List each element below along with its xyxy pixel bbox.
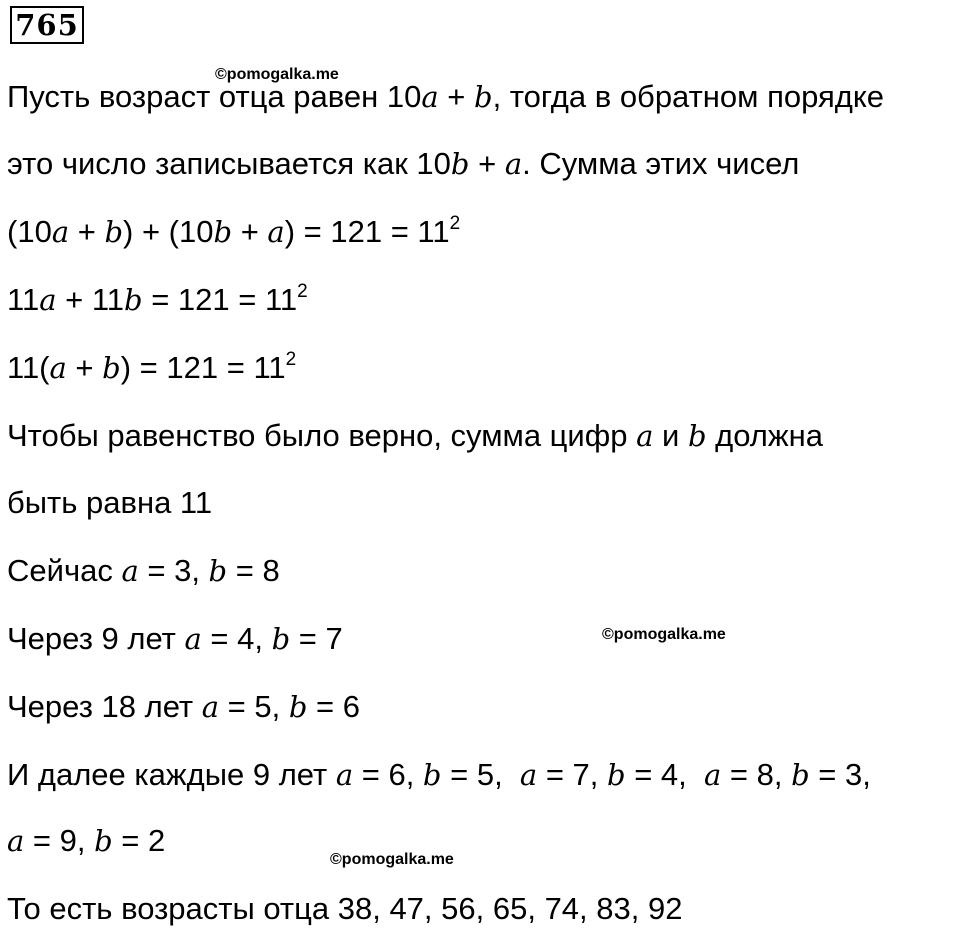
text: Через 9 лет (7, 621, 185, 656)
variable-a: a (39, 283, 57, 317)
variable-a: a (184, 622, 202, 656)
text: = 7, (537, 757, 608, 792)
variable-a: a (121, 554, 139, 588)
variable-b: b (607, 758, 626, 792)
watermark-top: ©pomogalka.me (215, 66, 339, 83)
variable-b: b (104, 215, 124, 249)
text: это число записывается как 10 (7, 146, 451, 181)
variable-b: b (422, 758, 442, 792)
text: = 6 (307, 689, 360, 724)
variable-b: b (271, 622, 291, 656)
variable-b: b (450, 147, 470, 181)
variable-b: b (213, 215, 233, 249)
variable-a: a (267, 215, 285, 249)
variable-a: a (519, 758, 538, 792)
text: = 9, (24, 823, 95, 858)
exponent: 2 (449, 213, 461, 234)
solution-line-10 (7, 687, 360, 727)
text: = 3, (138, 553, 209, 588)
solution-line-7 (7, 483, 212, 523)
solution-line-3 (7, 212, 460, 252)
text: = 6, (353, 757, 423, 792)
variable-b: b (687, 419, 707, 453)
solution-line-8 (7, 551, 280, 591)
text: (10 (7, 214, 52, 249)
variable-b: b (94, 824, 113, 858)
variable-b: b (124, 283, 143, 317)
solution-line-13 (7, 889, 682, 929)
variable-b: b (473, 80, 493, 114)
text: Пусть возраст отца равен 10 (7, 79, 422, 114)
text: + (232, 214, 268, 249)
variable-a: a (704, 758, 722, 792)
text: и (653, 418, 688, 453)
text: = 8, (721, 757, 792, 792)
watermark-bottom: ©pomogalka.me (330, 851, 454, 868)
solution-line-4 (7, 280, 308, 320)
variable-a: a (504, 147, 523, 181)
text: быть равна 11 (7, 485, 213, 520)
solution-line-5 (7, 348, 296, 388)
text: = 5, (219, 689, 289, 724)
text: Сейчас (7, 553, 122, 588)
text: + (69, 214, 105, 249)
text: = 5, (441, 757, 520, 792)
text: ) = 121 = 11 (284, 214, 450, 249)
text: = 8 (227, 553, 280, 588)
watermark-middle: ©pomogalka.me (602, 626, 726, 643)
variable-b: b (791, 758, 810, 792)
text: Чтобы равенство было верно, сумма цифр (7, 418, 637, 453)
text: И далее каждые 9 лет (7, 757, 336, 792)
text: Через 18 лет (7, 689, 202, 724)
solution-line-11 (7, 755, 871, 795)
exponent: 2 (285, 349, 297, 370)
text: + (66, 350, 103, 385)
solution-line-2 (7, 144, 799, 184)
text: 11 (7, 282, 40, 317)
solution-line-9 (7, 619, 343, 659)
text: = 121 = 11 (142, 282, 298, 317)
text: = 2 (112, 823, 166, 858)
text: ) = 121 = 11 (120, 350, 286, 385)
text: + 11 (56, 282, 124, 317)
variable-b: b (288, 690, 308, 724)
text: , тогда в обратном порядке (492, 79, 885, 114)
variable-b: b (102, 351, 121, 385)
text: 11( (7, 350, 50, 385)
variable-a: a (335, 758, 354, 792)
solution-line-6 (7, 416, 823, 456)
text: То есть возрасты отца 38, 47, 56, 65, 74, 83, 92 (7, 891, 683, 926)
exponent: 2 (297, 281, 308, 302)
text: + (438, 79, 474, 114)
text: = 4, (201, 621, 272, 656)
solution-line-1 (7, 77, 884, 117)
text: . Сумма этих чисел (522, 146, 800, 181)
text: = 3, (809, 757, 871, 792)
variable-b: b (208, 554, 228, 588)
variable-a: a (49, 351, 67, 385)
variable-a: a (201, 690, 220, 724)
variable-a: a (7, 824, 25, 858)
text: должна (706, 418, 823, 453)
text: = 7 (290, 621, 343, 656)
text: = 4, (625, 757, 705, 792)
solution-line-12 (7, 821, 165, 861)
text: + (469, 146, 505, 181)
variable-a: a (421, 80, 439, 114)
problem-number: 765 (10, 6, 84, 44)
text: ) + (10 (123, 214, 214, 249)
variable-a: a (636, 419, 654, 453)
variable-a: a (51, 215, 70, 249)
